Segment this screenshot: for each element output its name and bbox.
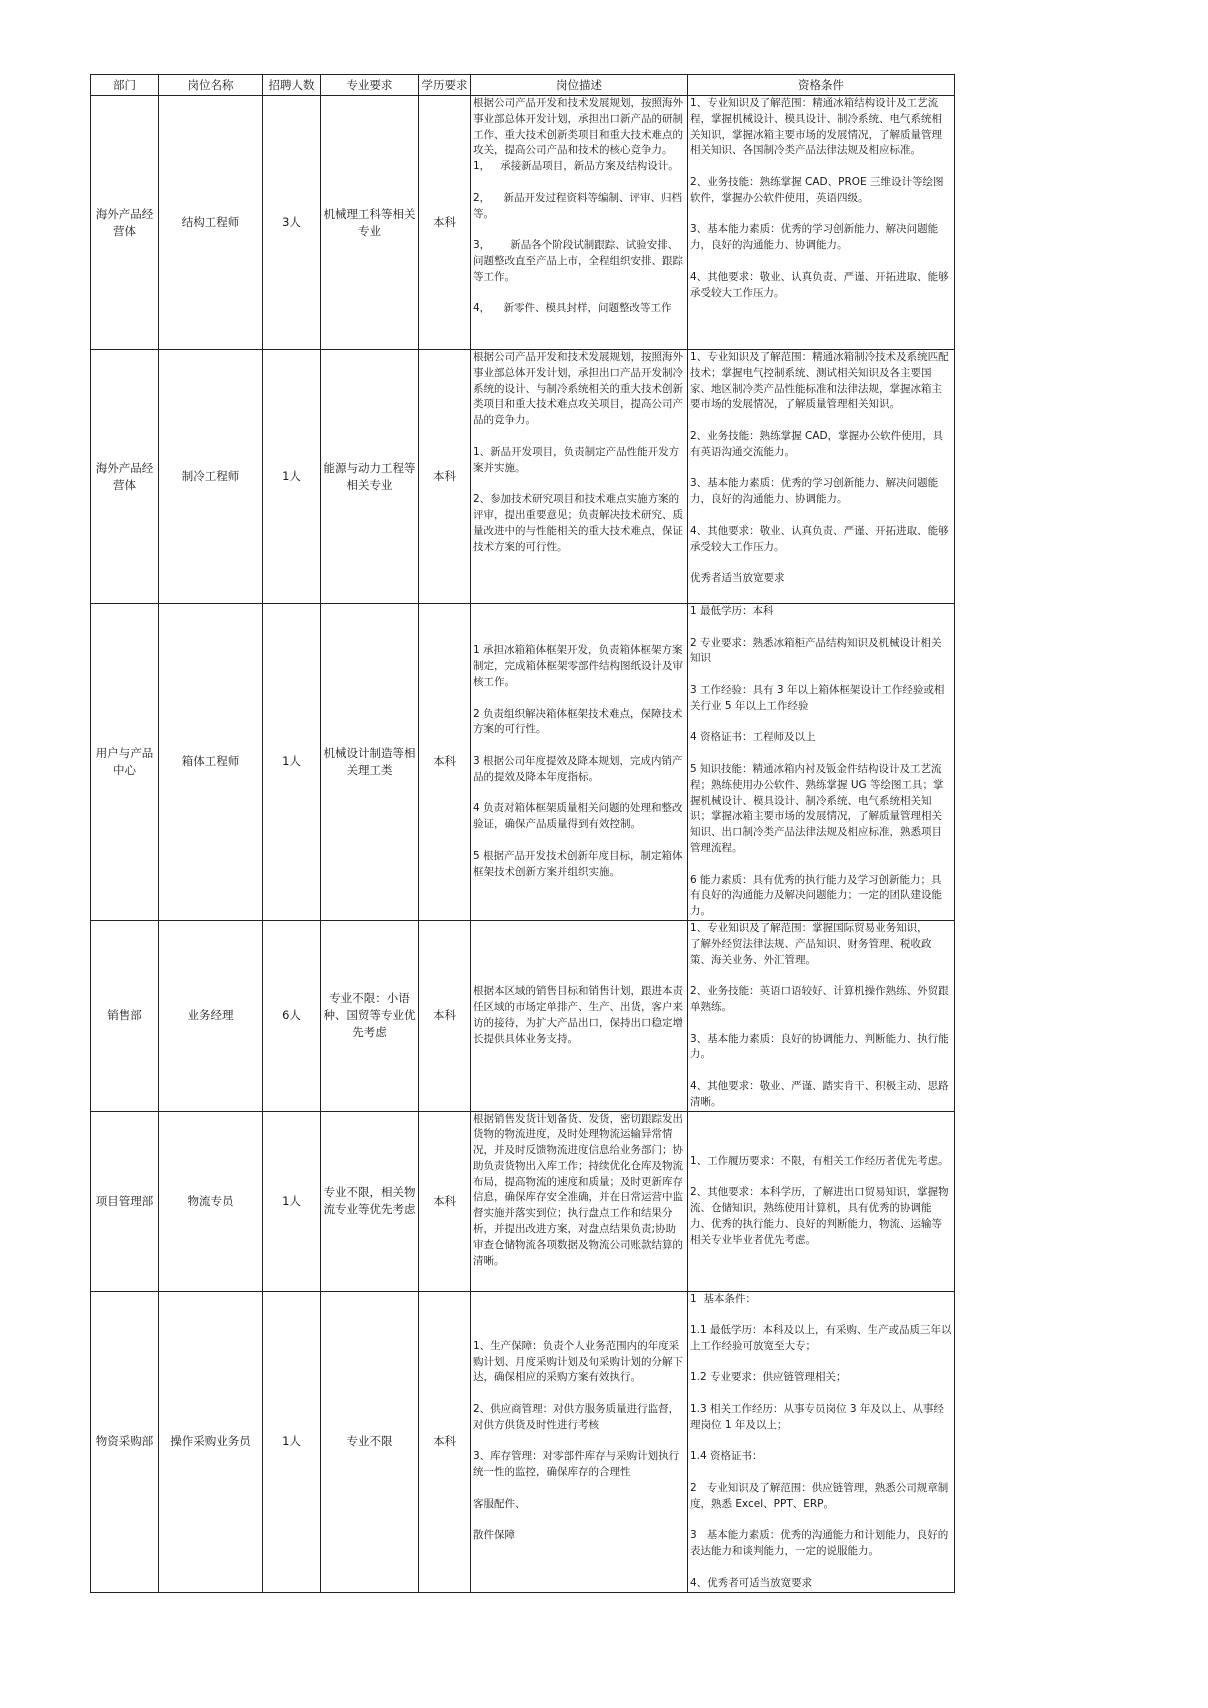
cell-major: 能源与动力工程等相关专业 [321, 350, 419, 604]
recruitment-table [90, 74, 955, 1593]
cell-description: 1 承担冰箱箱体框架开发，负责箱体框架方案制定，完成箱体框架零部件结构图纸设计及审核工作。 2 负责组织解决箱体框架技术难点，保障技术方案的可行性。 3 根据公司年度提效及降本规划，完成内销产品的提效及降本年度指标。 4 负责对箱体框架质量相关问题的处理和整改验证，确保产品质量得到有效控制。 5 根据产品开发技术创新年度目标，制定箱体框架技术创新方案并组织实施。 [471, 604, 688, 921]
cell-description: 根据公司产品开发和技术发展规划，按照海外事业部总体开发计划，承担出口新产品的研制工作、重大技术创新类项目和重大技术难点的攻关，提高公司产品和技术的核心竞争力。1， 承接新品项目，新品方案及结构设计。 2， 新品开发过程资料等编制、评审、归档等。 3， 新品各个阶段试制跟踪、试验安排、问题整改直至产品上市，全程组织安排、跟踪等工作。 4， 新零件、模具封样，问题整改等工作 [471, 96, 688, 350]
table-row [91, 1111, 955, 1291]
cell-education: 本科 [419, 96, 471, 350]
cell-education: 本科 [419, 1111, 471, 1291]
cell-major: 专业不限，相关物流专业等优先考虑 [321, 1111, 419, 1291]
cell-education: 本科 [419, 350, 471, 604]
cell-position: 制冷工程师 [159, 350, 263, 604]
cell-description: 根据销售发货计划备货、发货，密切跟踪发出货物的物流进度，及时处理物流运输异常情况，并及时反馈物流进度信息给业务部门；协助负责货物出入库工作；持续优化仓库及物流布局，提高物流的速度和质量；及时更新库存信息，确保库存安全准确，并在日常运营中监督实施并落实到位；执行盘点工作和结果分析，并提出改进方案，对盘点结果负责;协助审查仓储物流各项数据及物流公司账款结算的清晰。 [471, 1111, 688, 1291]
table-row [91, 920, 955, 1111]
cell-major: 机械理工科等相关专业 [321, 96, 419, 350]
cell-major: 专业不限 [321, 1291, 419, 1592]
cell-qualifications: 1、专业知识及了解范围：精通冰箱制冷技术及系统匹配技术；掌握电气控制系统、测试相关知识及各主要国家、地区制冷类产品性能标准和法律法规，掌握冰箱主要市场的发展情况，了解质量管理相关知识。 2、业务技能：熟练掌握 CAD，掌握办公软件使用，具有英语沟通交流能力。 3、基本能力素质：优秀的学习创新能力、解决问题能力，良好的沟通能力、协调能力。 4、其他要求：敬业、认真负责、严谨、开拓进取、能够承受较大工作压力。 优秀者适当放宽要求 [688, 350, 955, 604]
header-education: 学历要求 [419, 75, 471, 96]
cell-dept: 销售部 [91, 920, 159, 1111]
cell-dept: 项目管理部 [91, 1111, 159, 1291]
cell-major: 专业不限：小语种、国贸等专业优先考虑 [321, 920, 419, 1111]
cell-major: 机械设计制造等相关理工类 [321, 604, 419, 921]
cell-count: 1人 [263, 604, 321, 921]
cell-description: 根据公司产品开发和技术发展规划，按照海外事业部总体开发计划，承担出口产品开发制冷系统的设计、与制冷系统相关的重大技术创新类项目和重大技术难点攻关项目，提高公司产品的竞争力。 1、新品开发项目，负责制定产品性能开发方案并实施。 2、参加技术研究项目和技术难点实施方案的评审，提出重要意见；负责解决技术研究、质量改进中的与性能相关的重大技术难点，保证技术方案的可行性。 [471, 350, 688, 604]
cell-education: 本科 [419, 920, 471, 1111]
cell-position: 箱体工程师 [159, 604, 263, 921]
cell-dept: 海外产品经营体 [91, 96, 159, 350]
cell-position: 操作采购业务员 [159, 1291, 263, 1592]
cell-count: 1人 [263, 1111, 321, 1291]
cell-position: 结构工程师 [159, 96, 263, 350]
header-count: 招聘人数 [263, 75, 321, 96]
cell-position: 物流专员 [159, 1111, 263, 1291]
cell-qualifications: 1、工作履历要求：不限，有相关工作经历者优先考虑。 2、其他要求：本科学历，了解进出口贸易知识，掌握物流、仓储知识，熟练使用计算机，具有优秀的协调能力、优秀的执行能力、良好的判断能力，物流、运输等相关专业毕业者优先考虑。 [688, 1111, 955, 1291]
cell-description: 1、生产保障：负责个人业务范围内的年度采购计划、月度采购计划及旬采购计划的分解下达，确保相应的采购方案有效执行。 2、供应商管理：对供方服务质量进行监督，对供方供货及时性进行考核 3、库存管理：对零部件库存与采购计划执行统一性的监控，确保库存的合理性 客服配件、 散件保障 [471, 1291, 688, 1592]
header-dept: 部门 [91, 75, 159, 96]
header-major: 专业要求 [321, 75, 419, 96]
cell-count: 1人 [263, 350, 321, 604]
cell-count: 6人 [263, 920, 321, 1111]
table-row [91, 1291, 955, 1592]
cell-dept: 海外产品经营体 [91, 350, 159, 604]
cell-position: 业务经理 [159, 920, 263, 1111]
table-row [91, 604, 955, 921]
cell-qualifications: 1 最低学历：本科 2 专业要求：熟悉冰箱柜产品结构知识及机械设计相关知识 3 工作经验：具有 3 年以上箱体框架设计工作经验或相关行业 5 年以上工作经验 4 资格证书：工程师及以上 5 知识技能：精通冰箱内衬及钣金件结构设计及工艺流程；熟练使用办公软件、熟练掌握 UG 等绘图工具；掌握机械设计、模具设计、制冷系统、电气系统相关知识；掌握冰箱主要市场的发展情况，了解质量管理相关知识、出口制冷类产品法律法规及相应标准，熟悉项目管理流程。 6 能力素质：具有优秀的执行能力及学习创新能力；具有良好的沟通能力及解决问题能力；一定的团队建设能力。 [688, 604, 955, 921]
header-qualifications: 资格条件 [688, 75, 955, 96]
table-header-row [91, 75, 955, 96]
table-row [91, 96, 955, 350]
cell-description: 根据本区域的销售目标和销售计划，跟进本责任区域的市场定单排产、生产、出货，客户来访的接待，为扩大产品出口，保持出口稳定增长提供具体业务支持。 [471, 920, 688, 1111]
table-row [91, 350, 955, 604]
cell-count: 3人 [263, 96, 321, 350]
header-position: 岗位名称 [159, 75, 263, 96]
cell-dept: 物资采购部 [91, 1291, 159, 1592]
cell-education: 本科 [419, 604, 471, 921]
cell-qualifications: 1 基本条件： 1.1 最低学历：本科及以上，有采购、生产或品质三年以上工作经验可放宽至大专； 1.2 专业要求：供应链管理相关； 1.3 相关工作经历：从事专员岗位 3 年及以上、从事经理岗位 1 年及以上； 1.4 资格证书： 2 专业知识及了解范围：供应链管理，熟悉公司规章制度，熟悉 Excel、PPT、ERP。 3 基本能力素质：优秀的沟通能力和计划能力，良好的表达能力和谈判能力，一定的说服能力。 4、优秀者可适当放宽要求 [688, 1291, 955, 1592]
cell-dept: 用户与产品中心 [91, 604, 159, 921]
header-description: 岗位描述 [471, 75, 688, 96]
cell-qualifications: 1、专业知识及了解范围：掌握国际贸易业务知识， 了解外经贸法律法规、产品知识、财务管理、税收政策、海关业务、外汇管理。 2、业务技能：英语口语较好、计算机操作熟练、外贸跟单熟练。 3、基本能力素质：良好的协调能力、判断能力、执行能力。 4、其他要求：敬业、严谨、踏实肯干、积极主动、思路清晰。 [688, 920, 955, 1111]
cell-count: 1人 [263, 1291, 321, 1592]
cell-education: 本科 [419, 1291, 471, 1592]
cell-qualifications: 1、专业知识及了解范围：精通冰箱结构设计及工艺流程，掌握机械设计、模具设计、制冷系统、电气系统相关知识，掌握冰箱主要市场的发展情况，了解质量管理相关知识、各国制冷类产品法律法规及相应标准。 2、业务技能：熟练掌握 CAD、PROE 三维设计等绘图软件，掌握办公软件使用，英语四级。 3、基本能力素质：优秀的学习创新能力、解决问题能力，良好的沟通能力、协调能力。 4、其他要求：敬业、认真负责、严谨、开拓进取、能够承受较大工作压力。 [688, 96, 955, 350]
